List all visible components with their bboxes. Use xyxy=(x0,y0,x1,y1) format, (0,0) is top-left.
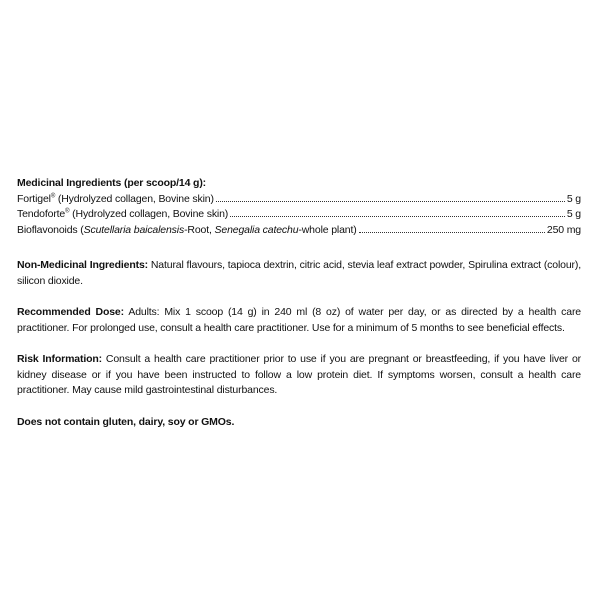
non-medicinal-label: Non-Medicinal Ingredients: xyxy=(17,259,148,271)
registered-mark: ® xyxy=(65,208,70,215)
recommended-dose-text: Adults: Mix 1 scoop (14 g) in 240 ml (8 oz) of water per day, or as directed by a health care practitioner. For prolonged use, consult a health care practitioner. Use for a minimum of 5 months to see beneficial effects. xyxy=(17,306,581,334)
ingredient-row-fortigel xyxy=(17,192,581,208)
non-medicinal-ingredients xyxy=(17,258,581,289)
dot-leader xyxy=(359,232,545,233)
ingredient-name: Bioflavonoids (Scutellaria baicalensis-Root, Senegalia catechu-whole plant) xyxy=(17,223,357,236)
dot-leader xyxy=(230,216,565,217)
ingredient-amount: 5 g xyxy=(566,208,581,220)
ingredient-name: Tendoforte® (Hydrolyzed collagen, Bovine skin) xyxy=(17,208,229,220)
ingredient-amount: 5 g xyxy=(566,192,581,205)
ingredient-name: Fortigel® (Hydrolyzed collagen, Bovine skin) xyxy=(17,192,214,205)
medicinal-ingredients-heading: Medicinal Ingredients (per scoop/14 g): xyxy=(17,177,207,189)
risk-information-text: Consult a health care practitioner prior to use if you are pregnant or breastfeeding, if you have liver or kidney disease or if you have been instructed to follow a low protein diet. If symptoms worsen, consult a health care practitioner. May cause mild gastrointestinal disturbances. xyxy=(17,353,581,396)
non-medicinal-text: Natural flavours, tapioca dextrin, citric acid, stevia leaf extract powder, Spirulina extract (colour), silicon dioxide. xyxy=(17,259,581,287)
ingredient-row-bioflavonoids xyxy=(17,223,581,239)
allergen-statement: Does not contain gluten, dairy, soy or GMOs. xyxy=(17,415,235,428)
registered-mark: ® xyxy=(50,193,56,199)
dot-leader xyxy=(216,201,565,202)
risk-information xyxy=(17,352,581,399)
recommended-dose xyxy=(17,305,581,336)
risk-information-label: Risk Information: xyxy=(17,353,102,365)
ingredient-amount: 250 mg xyxy=(546,223,581,236)
product-label-panel xyxy=(17,176,581,430)
recommended-dose-label: Recommended Dose: xyxy=(17,306,124,318)
ingredient-row-tendoforte xyxy=(17,207,581,223)
